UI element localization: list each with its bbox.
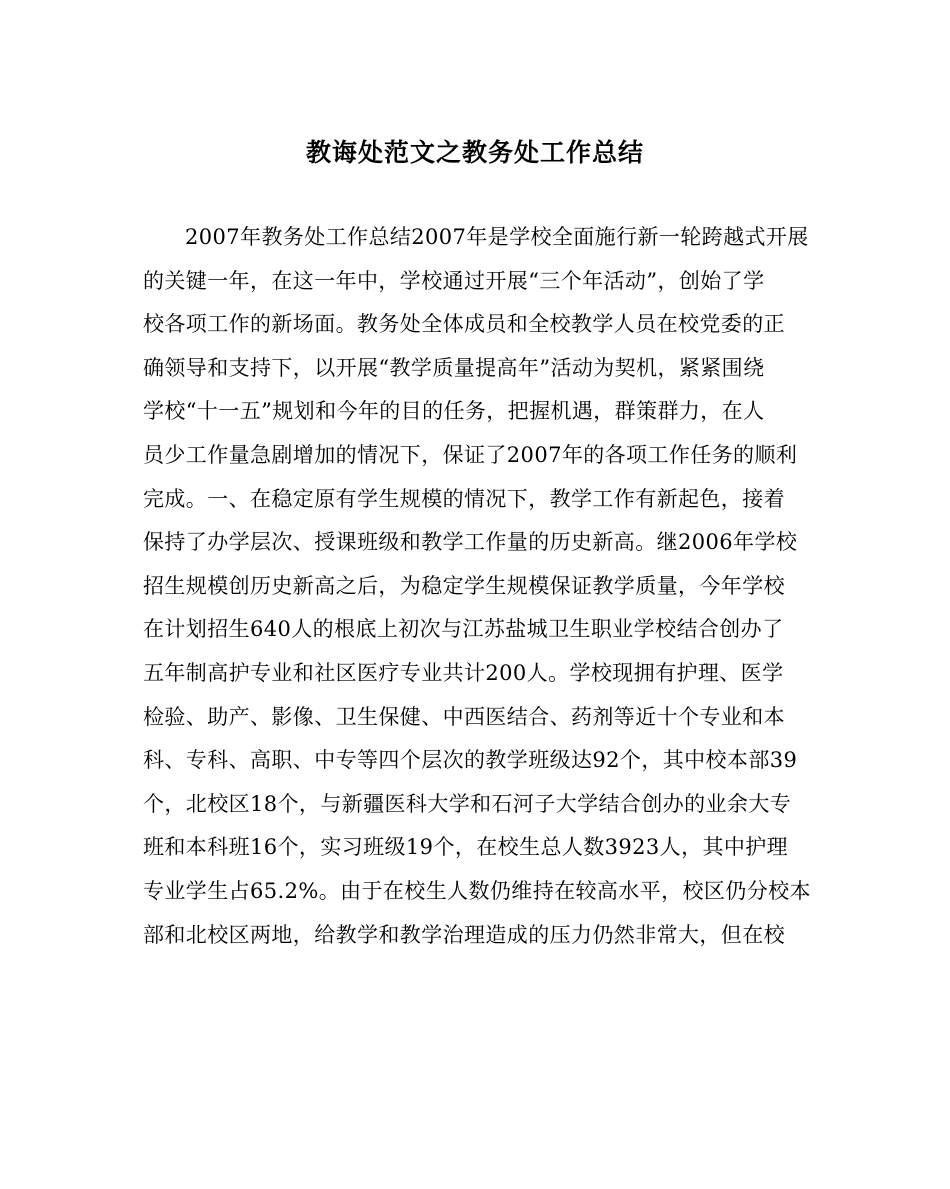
text-line: 完成。一、在稳定原有学生规模的情况下，教学工作有新起色，接着	[143, 486, 785, 511]
text-line: 班和本科班16个，实习班级19个，在校生总人数3923人，其中护理	[143, 835, 789, 860]
text-line: 招生规模创历史新高之后，为稳定学生规模保证教学质量，今年学校	[143, 573, 785, 598]
document-body	[143, 216, 823, 957]
text-line: 学校“十一五”规划和今年的目的任务，把握机遇，群策群力，在人	[143, 399, 765, 424]
text-line: 2007年教务处工作总结2007年是学校全面施行新一轮跨越式开展	[185, 225, 809, 249]
text-line: 在计划招生640人的根底上初次与江苏盐城卫生职业学校结合创办了	[143, 617, 784, 642]
text-line: 员少工作量急剧增加的情况下，保证了2007年的各项工作任务的顺利	[143, 442, 798, 467]
text-line: 检验、助产、影像、卫生保健、中西医结合、药剂等近十个专业和本	[143, 704, 785, 729]
text-line: 科、专科、高职、中专等四个层次的教学班级达92个，其中校本部39	[143, 748, 798, 773]
document-title: 教诲处范文之教务处工作总结	[305, 138, 644, 167]
text-line: 专业学生占65.2%。由于在校生人数仍维持在较高水平，校区仍分校本	[143, 878, 811, 903]
text-line: 个，北校区18个，与新疆医科大学和石河子大学结合创办的业余大专	[143, 791, 792, 816]
text-line: 保持了办学层次、授课班级和教学工作量的历史新高。继2006年学校	[143, 530, 798, 555]
text-line: 确领导和支持下，以开展“教学质量提高年”活动为契机，紧紧围绕	[143, 355, 765, 380]
text-line: 五年制高护专业和社区医疗专业共计200人。学校现拥有护理、医学	[143, 660, 784, 685]
text-line: 部和北校区两地，给教学和教学治理造成的压力仍然非常大，但在校	[143, 922, 785, 947]
text-line: 的关键一年，在这一年中，学校通过开展“三个年活动”，创始了学	[143, 268, 765, 293]
text-line: 校各项工作的新场面。教务处全体成员和全校教学人员在校党委的正	[143, 312, 785, 337]
